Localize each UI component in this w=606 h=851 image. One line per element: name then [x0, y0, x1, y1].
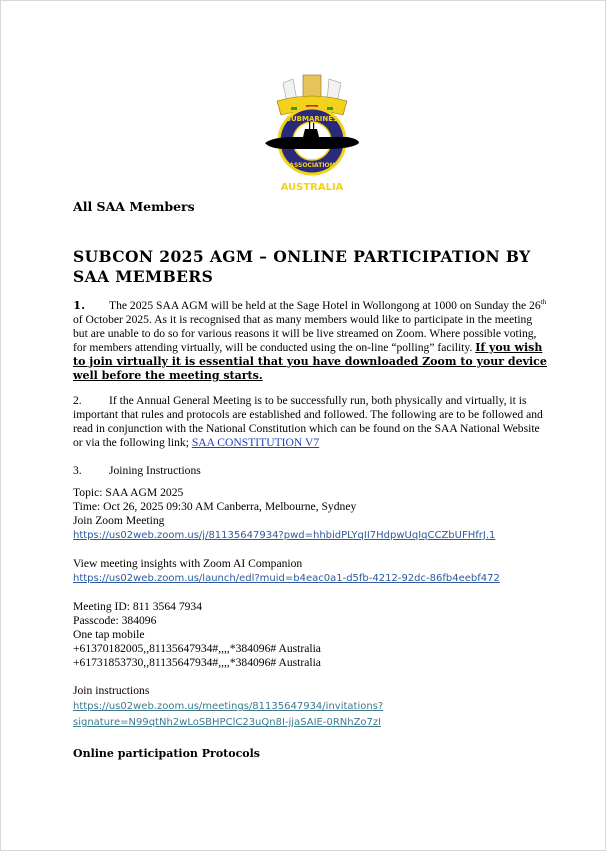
- p1-line: of October 2025. As it is recognised that as many members would like to participate in the meeting: [73, 312, 533, 326]
- submarines-association-logo: [263, 71, 361, 195]
- one-tap-number: +61731853730,,81135647934#,,,,*384096# Australia: [73, 656, 321, 669]
- insights-link[interactable]: https://us02web.zoom.us/launch/edl?muid=b4eac0a1-d5fb-4212-92dc-86fb4eebf472: [73, 573, 500, 584]
- protocols-heading: Online participation Protocols: [73, 747, 260, 760]
- topic: Topic: SAA AGM 2025: [73, 486, 184, 499]
- logo-ring-top-text: SUBMARINES: [285, 115, 339, 123]
- superscript: th: [540, 298, 547, 306]
- logo-caption: AUSTRALIA: [280, 182, 344, 193]
- insights-label: View meeting insights with Zoom AI Companion: [73, 557, 303, 570]
- p1-emphasis: well before the meeting starts.: [73, 368, 263, 382]
- paragraph-1: [73, 295, 547, 383]
- paragraph-2: [73, 394, 543, 450]
- p1-emphasis: to join virtually it is essential that you have downloaded Zoom to your device: [73, 354, 547, 368]
- p1-line: for members attending virtually, will be conducted using the on-line “polling” facility.: [73, 340, 473, 354]
- paragraph-3: [73, 464, 201, 478]
- one-tap-number: +61370182005,,81135647934#,,,,*384096# Australia: [73, 642, 321, 655]
- logo-ring-bottom-text: ASSOCIATION: [289, 162, 335, 169]
- constitution-link[interactable]: SAA CONSTITUTION V7: [191, 436, 320, 449]
- paragraph-number: 3.: [73, 464, 82, 477]
- recipient-heading: All SAA Members: [73, 199, 195, 214]
- passcode: Passcode: 384096: [73, 614, 157, 627]
- p2-line: If the Annual General Meeting is to be successfully run, both physically and virtually, it is: [109, 394, 527, 407]
- join-zoom-link[interactable]: https://us02web.zoom.us/j/81135647934?pwd=hhbidPLYqII7HdpwUqIqCCZbUFHfrJ.1: [73, 530, 496, 541]
- joining-instructions-heading: Joining Instructions: [109, 464, 201, 477]
- p1-line: but are unable to do so for various reasons it will be live streamed on Zoom. Where possible voting,: [73, 326, 537, 340]
- p1-line: The 2025 SAA AGM will be held at the Sage Hotel in Wollongong at 1000 on Sunday the 26: [109, 298, 541, 312]
- page-title-line1: SUBCON 2025 AGM – ONLINE PARTICIPATION BY: [73, 247, 531, 266]
- paragraph-number: 1.: [73, 297, 86, 312]
- p1-emphasis: If you wish: [475, 340, 543, 354]
- join-label: Join Zoom Meeting: [73, 514, 165, 527]
- time: Time: Oct 26, 2025 09:30 AM Canberra, Melbourne, Sydney: [73, 500, 357, 513]
- p2-line: or via the following link;: [73, 436, 189, 449]
- page-title-line2: SAA MEMBERS: [73, 267, 214, 286]
- one-tap-label: One tap mobile: [73, 628, 145, 641]
- meeting-id: Meeting ID: 811 3564 7934: [73, 600, 203, 613]
- join-instructions-link[interactable]: https://us02web.zoom.us/meetings/81135647934/invitations?: [73, 701, 384, 712]
- zoom-details: [73, 486, 500, 730]
- paragraph-number: 2.: [73, 394, 82, 407]
- p2-line: read in conjunction with the National Constitution which can be found on the SAA National Website: [73, 422, 540, 435]
- join-instructions-link[interactable]: signature=N99qtNh2wLoSBHPClC23uQn8I-jjaSAIE-0RNhZo7zI: [73, 717, 382, 728]
- p2-line: important that rules and protocols are established and followed. The following are to be followed and: [73, 408, 543, 421]
- join-instructions-label: Join instructions: [73, 684, 150, 697]
